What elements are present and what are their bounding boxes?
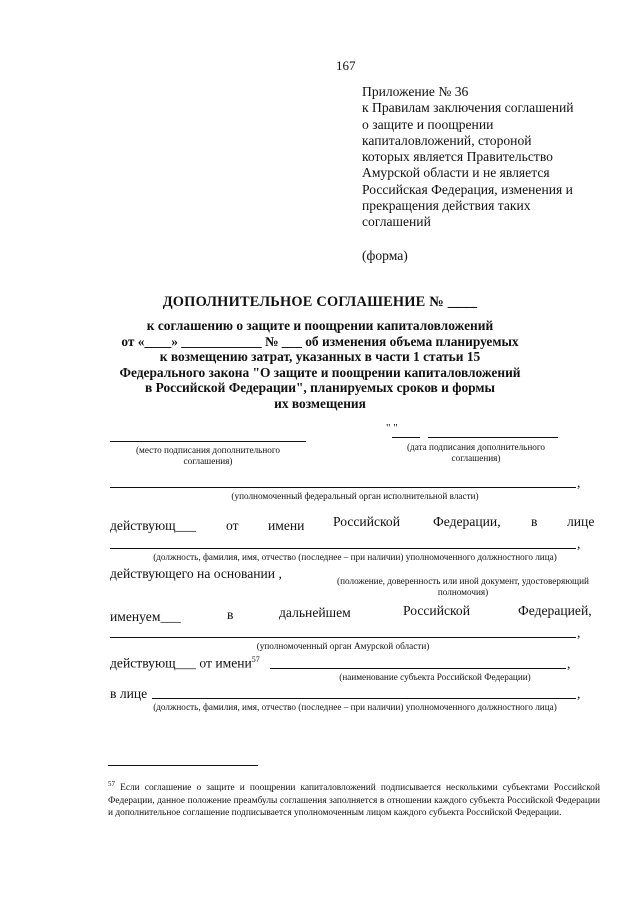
subtitle-line: Федерального закона "О защите и поощрении капиталовложений xyxy=(119,364,521,380)
regional-body-field[interactable] xyxy=(110,637,576,638)
trailing-comma: , xyxy=(577,625,581,640)
person-text: в лице xyxy=(110,686,148,701)
place-caption xyxy=(110,445,306,467)
subtitle-line: к возмещению затрат, указанных в части 1 статьи 15 xyxy=(159,349,481,365)
subject-label: действующ___ от имени xyxy=(110,655,252,671)
basis-caption xyxy=(318,576,608,598)
document-title: ДОПОЛНИТЕЛЬНОЕ СОГЛАШЕНИЕ № ____ xyxy=(162,294,478,310)
form-label: (форма) xyxy=(362,248,408,263)
place-field[interactable] xyxy=(110,441,306,442)
acting-word: от xyxy=(226,518,239,533)
annex-line: капиталовложений, стороной xyxy=(362,132,532,148)
annex-line: Российская Федерация, изменения и xyxy=(362,181,573,197)
acting-word: имени xyxy=(268,518,305,533)
named-word: Федерацией, xyxy=(518,603,592,618)
acting-word: Российской xyxy=(333,514,400,529)
regional-body-caption: (уполномоченный орган Амурской области) xyxy=(256,641,430,651)
annex-line: соглашений xyxy=(362,214,431,230)
subject-text xyxy=(110,655,260,672)
caption-line: соглашения) xyxy=(451,453,501,463)
footnote-ref: 57 xyxy=(251,655,260,664)
footnote-separator xyxy=(108,765,258,766)
date-day-field[interactable] xyxy=(392,437,420,438)
caption-line: (место подписания дополнительного xyxy=(135,445,280,455)
date-caption xyxy=(386,442,566,464)
basis-text: действующего на основании , xyxy=(110,566,282,581)
date-quotes: " " xyxy=(386,422,398,434)
caption-line: (дата подписания дополнительного xyxy=(406,442,546,452)
subject-caption: (наименование субъекта Российской Федерации) xyxy=(339,672,531,682)
annex-line: Амурской области и не является xyxy=(362,165,550,181)
named-word: дальнейшем xyxy=(279,605,351,620)
trailing-comma: , xyxy=(577,536,581,551)
caption-line: (положение, доверенность или иной документ, удостоверяющий xyxy=(337,576,589,586)
footnote-mark: 57 xyxy=(108,780,115,788)
acting-word: действующ___ xyxy=(110,518,196,533)
person-caption: (должность, фамилия, имя, отчество (последнее – при наличии) уполномоченного должностного лица) xyxy=(153,702,557,712)
federal-body-field[interactable] xyxy=(110,487,576,488)
trailing-comma: , xyxy=(577,686,581,701)
annex-line: Приложение № 36 xyxy=(362,84,469,99)
annex-line: к Правилам заключения соглашений xyxy=(362,100,574,116)
named-word: Российской xyxy=(403,603,470,618)
annex-header xyxy=(362,84,574,231)
annex-line: которых является Правительство xyxy=(362,149,553,165)
official-caption: (должность, фамилия, имя, отчество (последнее – при наличии) уполномоченного должностного лица) xyxy=(153,552,557,562)
subtitle-line: в Российской Федерации", планируемых сроков и формы xyxy=(145,380,495,396)
annex-line: прекращения действия таких xyxy=(362,198,531,214)
caption-line: полномочия) xyxy=(437,587,489,597)
subject-field[interactable] xyxy=(270,668,566,669)
caption-line: соглашения) xyxy=(183,456,233,466)
named-word: именуем___ xyxy=(110,609,181,624)
acting-word: лице xyxy=(567,514,595,529)
subtitle-line: от «____» ____________ № ___ об изменения объема планируемых xyxy=(121,333,519,349)
page-number: 167 xyxy=(336,58,356,73)
footnote-text: Если соглашение о защите и поощрении капиталовложений подписывается несколькими субъектами Российской Федерации, данное положение преамбулы соглашения заполняется в отношении каждого субъекта Российской Федерации и дополнительное соглашение подписывается уполномоченным лицом каждого субъекта Российской Федерации. xyxy=(108,783,600,818)
subtitle-line: к соглашению о защите и поощрении капиталовложений xyxy=(146,318,494,333)
document-subtitle xyxy=(0,318,640,412)
subtitle-line: их возмещения xyxy=(274,395,366,411)
trailing-comma: , xyxy=(577,475,581,490)
federal-body-caption: (уполномоченный федеральный орган исполнительной власти) xyxy=(231,491,479,501)
date-month-year-field[interactable] xyxy=(428,437,558,438)
person-field[interactable] xyxy=(152,698,576,699)
acting-word: Федерации, xyxy=(433,514,501,529)
footnote xyxy=(108,778,600,819)
acting-word: в xyxy=(531,514,538,529)
official-field[interactable] xyxy=(110,548,576,549)
named-word: в xyxy=(227,607,234,622)
trailing-comma: , xyxy=(567,656,571,671)
annex-line: о защите и поощрении xyxy=(362,116,494,132)
